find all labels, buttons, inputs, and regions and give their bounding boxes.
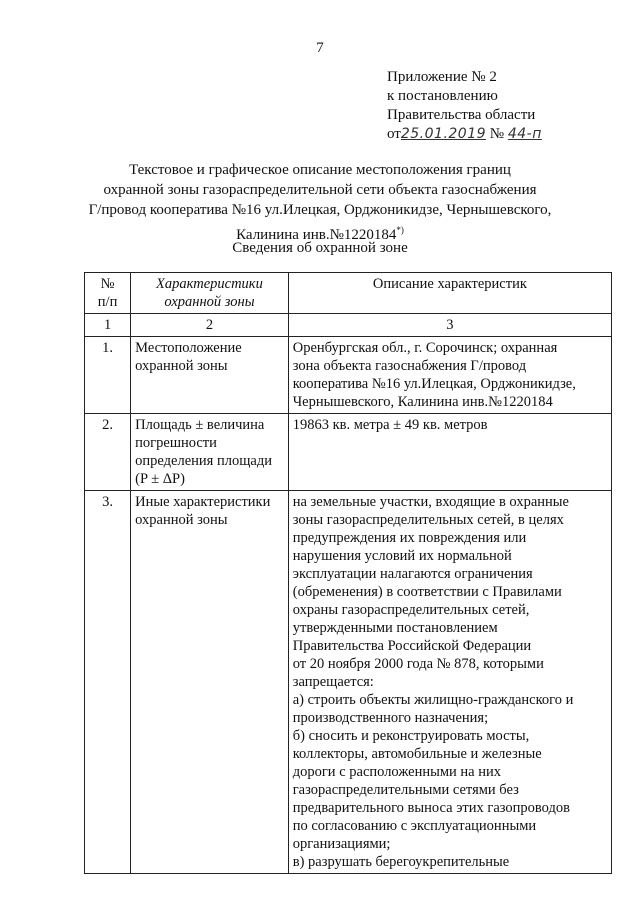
cell-line: (P ± ΔP) [135,471,185,487]
table-row [85,414,612,491]
cell-line: 19863 кв. метра ± 49 кв. метров [292,417,488,433]
header-description: Описание характеристик [288,273,611,314]
cell-line: запрещается: [292,674,374,690]
column-number: 1 [85,314,131,337]
cell-line: зоны газораспределительных сетей, в целях [292,512,564,528]
appendix-line-1: Приложение № 2 [387,69,497,85]
cell-line: газораспределительными сетями без [292,782,519,798]
cell-line: нарушения условий их нормальной [292,548,512,564]
title-line-4-text: Калинина инв.№1220184 [236,227,397,243]
cell-line: на земельные участки, входящие в охранные [292,494,569,510]
row-characteristic [131,337,289,414]
cell-line: погрешности [135,435,217,451]
column-number: 2 [131,314,289,337]
handwritten-date: 25.01.2019 [400,126,487,142]
table-row [85,337,612,414]
cell-line: охраны газораспределительных сетей, [292,602,530,618]
zone-info-table [84,272,612,874]
title-line-3: Г/провод кооператива №16 ул.Илецкая, Орджоникидзе, Чернышевского, [88,202,552,218]
cell-line: Местоположение [135,340,242,356]
cell-line: коллекторы, автомобильные и железные [292,746,542,762]
cell-line: дороги с расположенными на них [292,764,501,780]
cell-line: по согласованию с эксплуатационными [292,818,537,834]
header-characteristic [131,273,289,314]
header-num-line: п/п [97,294,118,310]
row-characteristic [131,491,289,874]
cell-line: Иные характеристики [135,494,271,510]
cell-line: производственного назначения; [292,710,489,726]
appendix-line-2: к постановлению [387,88,498,104]
page-number: 7 [316,40,324,56]
cell-line: предварительного выноса этих газопроводов [292,800,570,816]
table-header-row [85,273,612,314]
cell-line: б) сносить и реконструировать мосты, [292,728,530,744]
row-description [288,337,611,414]
row-characteristic [131,414,289,491]
cell-line: (обременения) в соответствии с Правилами [292,584,562,600]
row-description [288,414,611,491]
title-line-2: охранной зоны газораспределительной сети объекта газоснабжения [103,182,537,198]
header-characteristic-line: охранной зоны [164,294,255,310]
cell-line: зона объекта газоснабжения Г/провод [292,358,527,374]
footnote-mark: *) [396,225,404,235]
table-row [85,491,612,874]
row-num: 3. [85,491,131,874]
header-num-line: № [100,276,115,292]
section-subtitle: Сведения об охранной зоне [232,240,408,256]
cell-line: эксплуатации налагаются ограничения [292,566,533,582]
cell-line: организациями; [292,836,391,852]
document-title [0,160,640,245]
cell-line: утвержденными постановлением [292,620,498,636]
title-line-1: Текстовое и графическое описание местоположения границ [129,162,511,178]
cell-line: предупреждения их повреждения или [292,530,527,546]
column-number-row [85,314,612,337]
header-num [85,273,131,314]
row-num: 2. [85,414,131,491]
cell-line: от 20 ноября 2000 года № 878, которыми [292,656,544,672]
handwritten-number: 44-п [507,126,542,142]
header-characteristic-line: Характеристики [156,276,263,292]
cell-line: охранной зоны [135,512,228,528]
appendix-date-line [387,125,542,144]
cell-line: Правительства Российской Федерации [292,638,532,654]
cell-line: Оренбургская обл., г. Сорочинск; охранная [292,340,558,356]
cell-line: определения площади [135,453,272,469]
cell-line: Чернышевского, Калинина инв.№1220184 [292,394,553,410]
date-prefix: от [387,126,401,142]
cell-line: кооператива №16 ул.Илецкая, Орджоникидзе, [292,376,576,392]
cell-line: в) разрушать берегоукрепительные [292,854,510,870]
cell-line: Площадь ± величина [135,417,265,433]
appendix-line-3: Правительства области [387,107,536,123]
appendix-block [387,68,542,144]
number-sign: № [489,126,505,142]
row-description [288,491,611,874]
cell-line: а) строить объекты жилищно-гражданского и [292,692,574,708]
cell-line: охранной зоны [135,358,228,374]
column-number: 3 [288,314,611,337]
row-num: 1. [85,337,131,414]
